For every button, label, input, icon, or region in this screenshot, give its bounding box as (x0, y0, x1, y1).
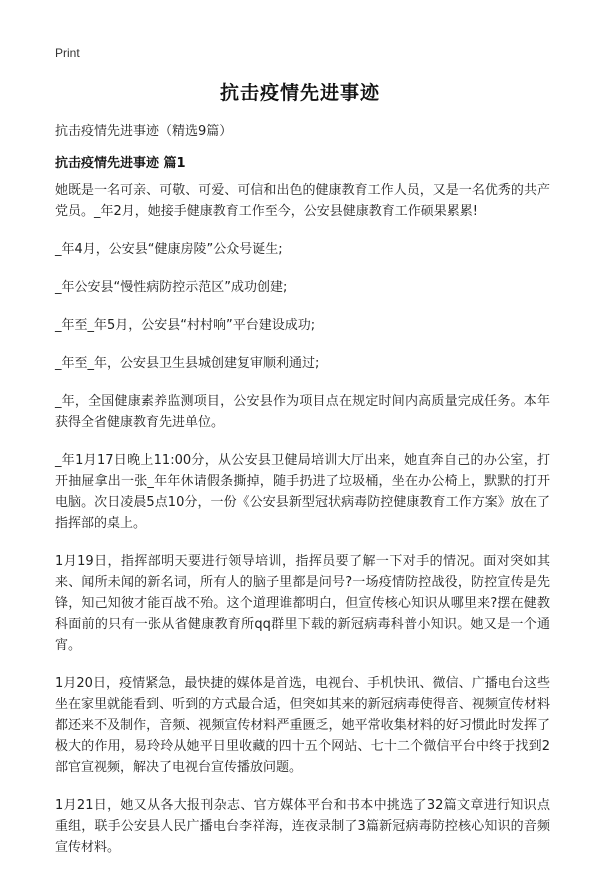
paragraph: _年至_年，公安县卫生县城创建复审顺利通过; (55, 356, 320, 371)
print-label: Print (55, 46, 80, 60)
section-heading: 抗击疫情先进事迹 篇1 (55, 156, 186, 171)
paragraph: 她既是一名可亲、可敬、可爱、可信和出色的健康教育工作人员，又是一名优秀的共产党员。_年2月，她接手健康教育工作至今，公安县健康教育工作硕果累累! (55, 183, 550, 219)
paragraph: 1月20日，疫情紧急，最快捷的媒体是首选，电视台、手机快讯、微信、广播电台这些坐在家里就能看到、听到的方式最合适，但突如其来的新冠病毒使得音、视频宣传材料都还来不及制作，音频、视频宣传材料严重匮乏，她平常收集材料的好习惯此时发挥了极大的作用，易玲玲从她平日里收藏的四十五个网站、七十二个微信平台中终于找到2部官宣视频，解决了电视台宣传播放问题。 (55, 676, 550, 775)
paragraph: 1月19日，指挥部明天要进行领导培训，指挥员要了解一下对手的情况。面对突如其来、闻所未闻的新名词，所有人的脑子里都是问号?一场疫情防控战役，防控宣传是先锋，知己知彼才能百战不殆。这个道理谁都明白，但宣传核心知识从哪里来?摆在健教科面前的只有一张从省健康教育所qq群里下载的新冠病毒科普小知识。她又是一个通宵。 (55, 554, 550, 653)
document-title: 抗击疫情先进事迹 (219, 82, 380, 104)
paragraph: 1月21日，她又从各大报刊杂志、官方媒体平台和书本中挑选了32篇文章进行知识点重组，联手公安县人民广播电台李祥海，连夜录制了3篇新冠病毒防控核心知识的音频宣传材料。 (55, 798, 550, 855)
paragraph: _年公安县“慢性病防控示范区”成功创建; (55, 280, 288, 295)
paragraph: _年1月17日晚上11:00分，从公安县卫健局培训大厅出来，她直奔自己的办公室，打开抽屉拿出一张_年年休请假条撕掉，随手扔进了垃圾桶，坐在办公椅上，默默的打开电脑。次日凌晨5点10分，一份《公安县新型冠状病毒防控健康教育工作方案》放在了指挥部的桌上。 (55, 453, 550, 531)
paragraph: _年至_年5月，公安县“村村响”平台建设成功; (55, 318, 316, 333)
paragraph: _年4月，公安县“健康房陵”公众号诞生; (55, 242, 283, 257)
document-subtitle: 抗击疫情先进事迹（精选9篇） (55, 124, 233, 139)
paragraph: _年，全国健康素养监测项目，公安县作为项目点在规定时间内高质量完成任务。本年获得全省健康教育先进单位。 (55, 394, 550, 430)
document-body (55, 180, 550, 875)
